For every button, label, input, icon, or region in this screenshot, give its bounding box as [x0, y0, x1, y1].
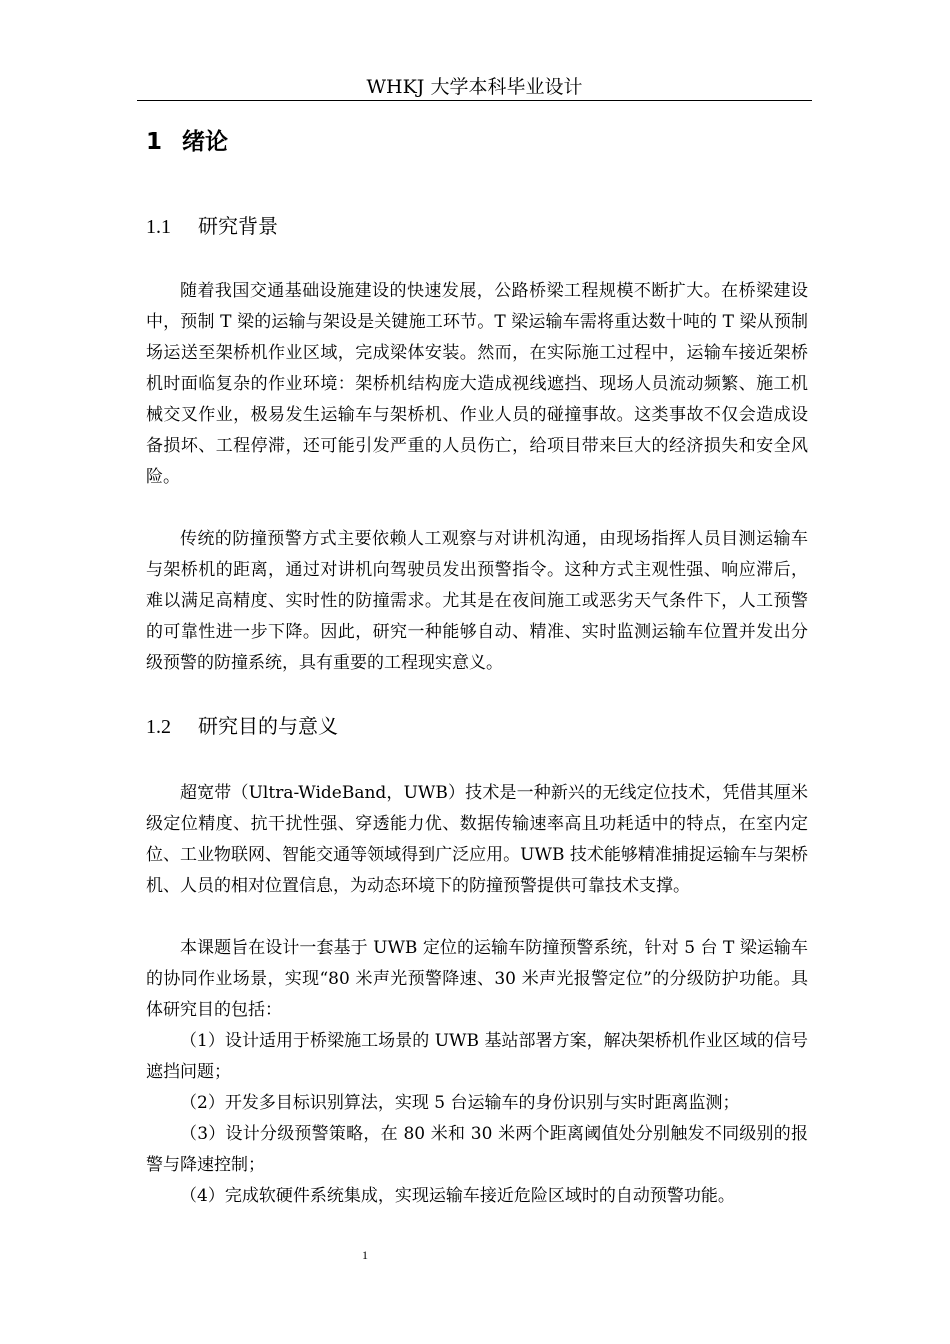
section-number: 1.2	[146, 716, 171, 738]
page-number: 1	[362, 1248, 368, 1262]
list-item: （2）开发多目标识别算法，实现 5 台运输车的身份识别与实时距离监测；	[180, 1093, 740, 1113]
section-heading-1-2	[146, 711, 338, 742]
chapter-number: 1	[146, 129, 163, 155]
section-title: 研究目的与意义	[198, 714, 338, 738]
header-title: WHKJ 大学本科毕业设计	[366, 76, 583, 98]
section-heading-1-1	[146, 211, 278, 242]
paragraph: 传统的防撞预警方式主要依赖人工观察与对讲机沟通，由现场指挥人员目测运输车与架桥机的距离，通过对讲机向驾驶员发出预警指令。这种方式主观性强、响应滞后，难以满足高精度、实时性的防撞需求。尤其是在夜间施工或恶劣天气条件下，人工预警的可靠性进一步下降。因此，研究一种能够自动、精准、实时监测运输车位置并发出分级预警的防撞系统，具有重要的工程现实意义。	[146, 529, 808, 673]
chapter-title: 绪论	[182, 129, 228, 155]
section-number: 1.1	[146, 216, 171, 238]
section-title: 研究背景	[198, 214, 278, 238]
list-item: （3）设计分级预警策略，在 80 米和 30 米两个距离阈值处分别触发不同级别的报警与降速控制；	[146, 1124, 808, 1175]
list-item: （1）设计适用于桥梁施工场景的 UWB 基站部署方案，解决架桥机作业区域的信号遮挡问题；	[146, 1031, 808, 1082]
page-header	[137, 74, 812, 100]
paragraph: 超宽带（Ultra-WideBand，UWB）技术是一种新兴的无线定位技术，凭借其厘米级定位精度、抗干扰性强、穿透能力优、数据传输速率高且功耗适中的特点，在室内定位、工业物联网、智能交通等领域得到广泛应用。UWB 技术能够精准捕捉运输车与架桥机、人员的相对位置信息，为动态环境下的防撞预警提供可靠技术支撑。	[146, 783, 808, 896]
paragraph: 本课题旨在设计一套基于 UWB 定位的运输车防撞预警系统，针对 5 台 T 梁运输车的协同作业场景，实现“80 米声光预警降速、30 米声光报警定位”的分级防护功能。具体研究目的包括：	[146, 938, 808, 1020]
header-rule	[137, 100, 812, 101]
list-item: （4）完成软硬件系统集成，实现运输车接近危险区域时的自动预警功能。	[180, 1186, 735, 1206]
paragraph: 随着我国交通基础设施建设的快速发展，公路桥梁工程规模不断扩大。在桥梁建设中，预制 T 梁的运输与架设是关键施工环节。T 梁运输车需将重达数十吨的 T 梁从预制场运送至架桥机作业区域，完成梁体安装。然而，在实际施工过程中，运输车接近架桥机时面临复杂的作业环境：架桥机结构庞大造成视线遮挡、现场人员流动频繁、施工机械交叉作业，极易发生运输车与架桥机、作业人员的碰撞事故。这类事故不仅会造成设备损坏、工程停滞，还可能引发严重的人员伤亡，给项目带来巨大的经济损失和安全风险。	[146, 281, 808, 487]
chapter-heading	[146, 124, 228, 160]
